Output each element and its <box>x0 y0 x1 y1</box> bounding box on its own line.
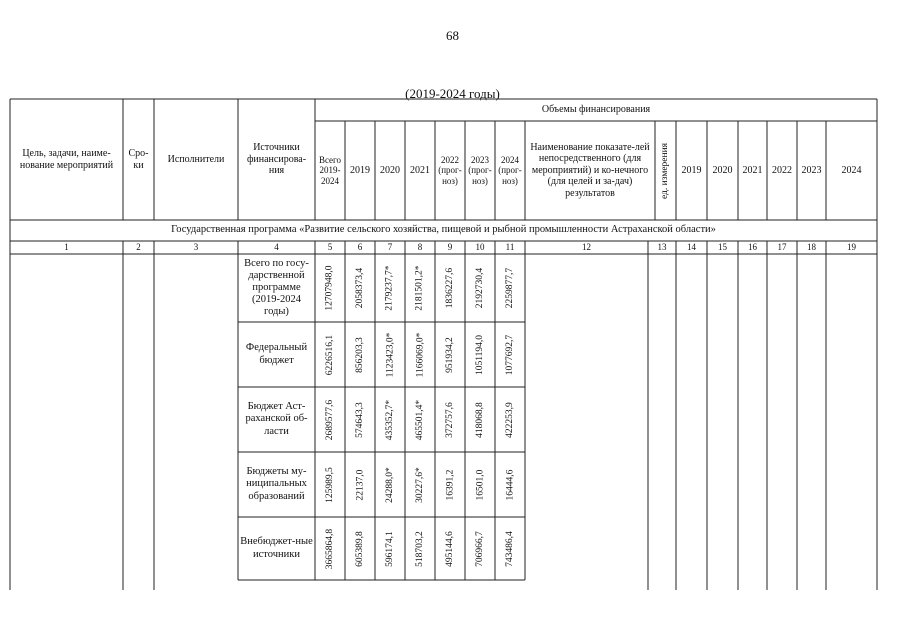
column-number: 18 <box>807 242 816 253</box>
funding-source: Бюджет Аст-раханской об-ласти <box>245 401 308 437</box>
funding-source: Бюджеты му-ниципальных образований <box>246 466 307 502</box>
funding-value: 951934,2 <box>445 336 455 373</box>
header-result-2019: 2019 <box>681 164 702 176</box>
funding-value: 16444,6 <box>505 469 515 500</box>
column-number: 14 <box>687 242 696 253</box>
header-result-2020: 2020 <box>712 164 733 176</box>
funding-value: 856203,3 <box>355 336 365 373</box>
funding-value: 2192730,4 <box>475 267 485 309</box>
header-2022: 2022 (прог-ноз) <box>438 154 462 186</box>
header-funding-volumes: Объемы финансирования <box>541 104 651 116</box>
funding-value: 465501,4* <box>415 399 425 440</box>
funding-value: 435352,7* <box>385 399 395 440</box>
period-heading: (2019-2024 годы) <box>405 86 500 101</box>
funding-value: 2058373,4 <box>355 267 365 309</box>
column-number: 4 <box>274 242 279 253</box>
column-number: 8 <box>417 242 423 253</box>
funding-value: 22137,0 <box>355 469 365 500</box>
funding-value: 1123423,0* <box>385 332 395 377</box>
funding-value: 16501,0 <box>475 469 485 500</box>
header-2021: 2021 <box>410 164 430 176</box>
header-terms: Сро-ки <box>128 148 149 171</box>
header-2024: 2024 (прог-ноз) <box>498 154 522 186</box>
funding-value: 372757,6 <box>445 401 455 438</box>
funding-value: 518703,2 <box>415 530 425 567</box>
funding-value: 418068,8 <box>475 401 485 438</box>
funding-value: 30227,6* <box>415 466 425 503</box>
header-2020: 2020 <box>380 164 400 176</box>
funding-value: 2179237,7* <box>385 265 395 311</box>
funding-value: 1166069,0* <box>415 332 425 377</box>
column-number: 11 <box>505 242 515 253</box>
header-indicator-name: Наименование показате-лей непосредственного (для мероприятий) и ко-нечного (для целей и за-дач) результатов <box>530 141 650 199</box>
header-2023: 2023 (прог-ноз) <box>468 154 492 186</box>
funding-value: 16391,2 <box>445 469 455 500</box>
funding-value: 596174,1 <box>385 530 395 567</box>
funding-value: 6226516,1 <box>325 334 335 375</box>
column-number: 3 <box>193 242 199 253</box>
program-title: Государственная программа «Развитие сельского хозяйства, пищевой и рыбной промышленности Астраханской области» <box>171 224 716 236</box>
funding-value: 3665864,8 <box>325 528 335 569</box>
column-number: 2 <box>136 242 141 253</box>
header-result-2024: 2024 <box>841 164 862 176</box>
column-number: 10 <box>475 242 485 253</box>
funding-value: 1051194,0 <box>475 334 485 375</box>
funding-value: 24288,0* <box>385 466 395 503</box>
funding-value: 605389,8 <box>355 530 365 567</box>
funding-value: 574643,3 <box>355 401 365 438</box>
funding-source: Федеральный бюджет <box>245 342 308 366</box>
funding-source: Всего по госу-дарственной программе (2019-2024 годы) <box>244 257 309 318</box>
column-number: 15 <box>718 242 727 253</box>
column-number: 5 <box>327 242 333 253</box>
header-executors: Исполнители <box>167 153 225 165</box>
funding-value: 125989,5 <box>325 466 335 503</box>
header-result-2021: 2021 <box>742 164 763 176</box>
column-number: 19 <box>847 242 856 253</box>
header-unit: ед. измерения <box>660 142 671 199</box>
column-number: 13 <box>657 242 667 253</box>
column-number: 7 <box>387 242 393 253</box>
header-goal: Цель, задачи, наиме-нование мероприятий <box>19 148 114 171</box>
column-number: 12 <box>582 242 591 253</box>
funding-value: 2181501,2* <box>415 265 425 311</box>
funding-value: 706966,7 <box>475 530 485 567</box>
column-number: 16 <box>748 242 757 253</box>
funding-value: 2689577,6 <box>325 399 335 440</box>
column-number: 1 <box>64 242 69 253</box>
funding-value: 2259877,7 <box>505 267 515 309</box>
column-number: 9 <box>447 242 453 253</box>
header-total: Всего 2019-2024 <box>318 154 342 186</box>
funding-value: 495144,6 <box>445 530 455 567</box>
funding-source: Внебюджет-ные источники <box>240 536 313 560</box>
header-sources: Источники финансирова-ния <box>246 142 307 177</box>
funding-value: 422253,9 <box>505 401 515 438</box>
column-number: 17 <box>777 242 787 253</box>
funding-value: 1077692,7 <box>505 334 515 375</box>
header-result-2023: 2023 <box>801 164 822 176</box>
page-number: 68 <box>446 28 459 43</box>
funding-value: 12707948,0 <box>325 265 335 311</box>
header-result-2022: 2022 <box>772 164 792 176</box>
funding-value: 743486,4 <box>505 530 515 567</box>
column-number: 6 <box>357 242 363 253</box>
header-2019: 2019 <box>350 164 370 176</box>
funding-value: 1836227,6 <box>445 267 455 309</box>
